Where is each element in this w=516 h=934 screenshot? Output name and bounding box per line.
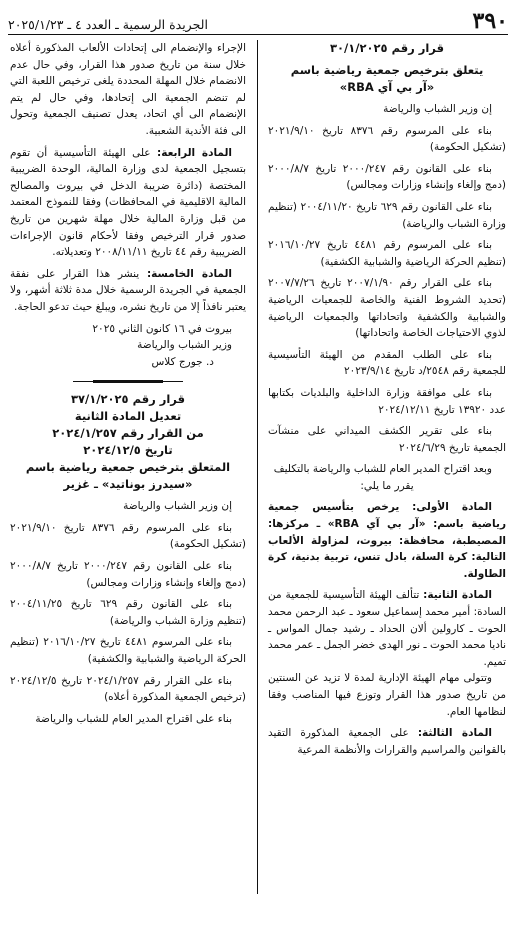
decree-number: قرار رقم ٣٠/١/٢٠٢٥: [330, 41, 444, 55]
article-5-text: ينشر هذا القرار على نفقة الجمعية في الجريدة الرسمية خلال مدة ثلاثة أشهر، ولا يعتبر نافذاً إلا من تاريخ نشره، ويبلغ حيث تدعو الحاجة.: [10, 267, 246, 313]
decree-2-title-2: من القرار رقم ٢٠٢٤/١/٢٥٧: [52, 426, 204, 441]
recital-6: بناء على الطلب المقدم من الهيئة التأسيسية للجمعية رقم ٢٥٤٨/د تاريخ ٢٠٢٣/٩/١٤: [268, 348, 506, 378]
recital-5: بناء على القرار رقم ٢٠٠٧/١/٩٠ تاريخ ٢٠٠٧/٧/٢٦ (تحديد الشروط الفنية والخاصة للجمعيات الرياضية والشبابية والكشفية واتحاداتها والجمعيات الرياضية لذوي الاحتياجات الخاصة واتحاداتها): [268, 277, 506, 340]
article-5: [10, 266, 246, 316]
section-separator: [93, 380, 163, 383]
recital-7: بناء على موافقة وزارة الداخلية والبلديات بكتابها عدد ١٣٩٢٠ تاريخ ٢٠٢٤/١٢/١١: [268, 386, 506, 416]
recital-2: بناء على القانون رقم ٢٠٠٠/٢٤٧ تاريخ ٢٠٠٠/٨/٧ (دمج وإلغاء وإنشاء وزارات ومجالس): [268, 162, 506, 192]
article-3-label: المادة الثالثة:: [417, 727, 492, 740]
article-2-text: تتألف الهيئة التأسيسية للجمعية من السادة: أمير محمد إسماعيل سعود ـ عبد الرحمن محمد الحوت ـ كارولين ألان الحداد ـ رشيد جمال المواس ـ ناديا محمد الحوت ـ نور الهدى خضر الجمل ـ عمر محمد تميم.: [268, 589, 506, 668]
article-2: [268, 587, 506, 670]
place-date: بيروت في ١٦ كانون الثاني ٢٠٢٥: [92, 322, 232, 335]
decree-2-title-3: تاريخ ٢٠٢٤/١٢/٥: [83, 443, 173, 458]
running-title: الجريدة الرسمية ـ العدد ٤ ـ ٢٠٢٥/١/٢٣: [8, 17, 208, 32]
decree-subject-line1: يتعلق بترخيص جمعية رياضية باسم: [290, 63, 484, 77]
decree-2-authority: إن وزير الشباب والرياضة: [123, 500, 232, 513]
page-header: [8, 6, 508, 32]
left-column: [10, 40, 246, 732]
article-1-label: المادة الأولى:: [412, 501, 492, 514]
recital-1: بناء على المرسوم رقم ٨٣٧٦ تاريخ ٢٠٢١/٩/١٠ (تشكيل الحكومة): [268, 124, 506, 154]
decree-2-recital-2: بناء على القانون رقم ٢٠٠٠/٢٤٧ تاريخ ٢٠٠٠/٨/٧ (دمج وإلغاء وإنشاء وزارات ومجالس): [10, 560, 246, 589]
article-1-text: يرخص بتأسيس جمعية رياضية باسم: «آر بي آي RBA» ـ مركزها: المصيطبة، محافظة: بيروت، لمزاولة الألعاب التالية: كرة السلة، بادل تنس، تربية بدنية، كرة الطاولة.: [268, 501, 506, 580]
decree-2-title-4: المتعلق بترخيص جمعية رياضية باسم: [25, 460, 231, 475]
article-5-label: المادة الخامسة:: [146, 267, 232, 280]
minister-title: وزير الشباب والرياضة: [137, 339, 232, 352]
decides-line: يقرر ما يلي:: [360, 479, 414, 492]
decree-2-title-5: «سيدرز بوناتيد» ـ غزير: [63, 477, 193, 492]
decree-2-recital-5: بناء على القرار رقم ٢٠٢٤/١/٢٥٧ تاريخ ٢٠٢٤/١٢/٥ (ترخيص الجمعية المذكورة أعلاه): [10, 674, 246, 704]
decree-2-recital-6: بناء على اقتراح المدير العام للشباب والرياضة: [35, 712, 232, 725]
header-rule: [8, 34, 508, 35]
decree-2-title-1: تعديل المادة الثانية: [74, 409, 182, 424]
recital-3: بناء على القانون رقم ٦٢٩ تاريخ ٢٠٠٤/١١/٢٠ (تنظيم وزارة الشباب والرياضة): [268, 200, 506, 230]
article-3-continued: الإجراء والإنضمام الى إتحادات الألعاب المذكورة أعلاه خلال سنة من تاريخ صدور هذا القرار، وفي حال عدم الانضمام خلال المهلة المحددة يلغى ترخيص اللعبة التي لم تنضم الجمعية الى إتحادها، وفي حال لم يتم الإنضمام الى أي اتحاد، يعدل تصنيف الجمعية وتحول الى فئة الأندية الشعبية.: [10, 42, 246, 137]
article-4-text: على الهيئة التأسيسية أن تقوم بتسجيل الجمعية لدى وزارة المالية، الوحدة الضريبية المختصة (دائرة ضريبة الدخل في بيروت والمصالح المالية الاقليمية في المحافظات) وفقا للنموذج المعتمد من قبل وزارة المالية خلال مهلة شهرين من تاريخ صدور قرار الترخيص وفقا لأحكام قانون الإجراءات الضريبية رقم ٤٤ تاريخ ٢٠٠٨/١١/١١ وتعديلاته.: [10, 146, 246, 259]
column-divider: [257, 40, 258, 894]
right-column: [268, 40, 506, 763]
page-number: ٣٩٠: [472, 8, 508, 34]
recital-8: بناء على تقرير الكشف الميداني على منشآت الجمعية تاريخ ٢٠٢٤/٦/٢٩: [268, 425, 506, 454]
recital-4: بناء على المرسوم رقم ٤٤٨١ تاريخ ٢٠١٦/١٠/٢٧ (تنظيم الحركة الرياضية والشبابية الكشفية): [268, 239, 506, 268]
article-3-text: على الجمعية المذكورة التقيد بالقوانين والمراسيم والقرارات والأنظمة المرعية: [268, 727, 506, 756]
article-3: [268, 725, 506, 758]
authority-line: إن وزير الشباب والرياضة: [383, 103, 492, 115]
article-4: [10, 145, 246, 261]
decree-subject-line2: «آر بي آي RBA»: [339, 80, 435, 94]
recital-9: وبعد اقتراح المدير العام للشباب والرياضة بالتكليف: [273, 463, 492, 476]
decree-2-recital-4: بناء على المرسوم ٤٤٨١ تاريخ ٢٠١٦/١٠/٢٧ (تنظيم الحركة الرياضية والشبابية والكشفية): [10, 636, 246, 666]
article-2-label: المادة الثانية:: [423, 589, 492, 602]
article-1: [268, 499, 506, 582]
decree-2-recital-1: بناء على المرسوم رقم ٨٣٧٦ تاريخ ٢٠٢١/٩/١٠ (تشكيل الحكومة): [10, 521, 246, 551]
minister-signature: د. جورج كلاس: [151, 355, 214, 368]
article-4-label: المادة الرابعة:: [157, 146, 233, 159]
decree-2-recital-3: بناء على القانون رقم ٦٢٩ تاريخ ٢٠٠٤/١١/٢٥ (تنظيم وزارة الشباب والرياضة): [10, 598, 246, 627]
article-2-continued: وتتولى مهام الهيئة الإدارية لمدة لا تزيد عن السنتين من تاريخ صدور هذا القرار وتوزع فيها المناصب وفقا لنظامها العام.: [268, 672, 506, 718]
decree-2-number: قرار رقم ٣٧/١/٢٠٢٥: [71, 392, 185, 407]
